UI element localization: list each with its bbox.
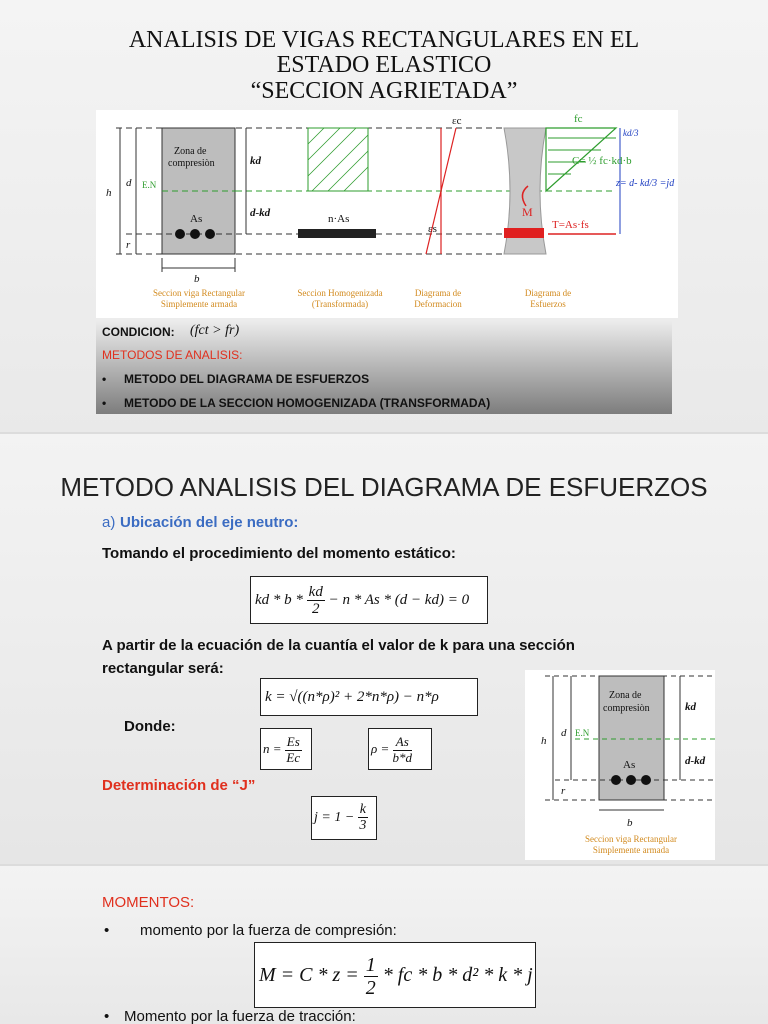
bullet-dot-1: • <box>102 372 107 386</box>
label-kd: kd <box>250 155 261 167</box>
eq1-right: − n * As * (d − kd) = 0 <box>328 592 470 608</box>
caption-2b: (Transformada) <box>311 299 369 309</box>
momentos-bullet-2: Momento por la fuerza de tracción: <box>124 1008 356 1024</box>
eq-m-left: M = C * z = <box>259 964 359 986</box>
paragraph-cuantia-2: rectangular será: <box>102 660 224 677</box>
condicion-formula: (fct > fr) <box>190 323 240 338</box>
caption-4a: Diagrama de <box>524 288 572 298</box>
beam-section-small-panel <box>525 670 715 860</box>
eq-rho-num: As <box>393 735 413 750</box>
label-z: z= d- kd/3 =jd <box>616 178 675 189</box>
beam-section-small <box>525 670 715 860</box>
label-c: C= ½ fc·kd·b <box>572 155 632 167</box>
equation-rho <box>368 728 432 770</box>
eq-n-den: Ec <box>286 749 301 765</box>
slide2-title: METODO ANALISIS DEL DIAGRAMA DE ESFUERZOS <box>60 472 708 502</box>
eq-rho-den: b*d <box>392 749 413 765</box>
small-caption-2: Simplemente armada <box>592 845 670 855</box>
metodos-title: METODOS DE ANALISIS: <box>102 348 243 362</box>
label-d: d <box>126 177 132 189</box>
label-b: b <box>194 273 200 285</box>
small-label-b: b <box>627 817 633 829</box>
eq-n-left: n = <box>263 741 282 756</box>
sub-a-prefix: a) <box>102 514 116 531</box>
eq1-num: kd <box>308 583 323 600</box>
rebar-3 <box>205 229 215 239</box>
caption-3b: Deformacion <box>414 299 462 309</box>
bullet-dot-2: • <box>102 396 107 410</box>
label-en: E.N <box>142 180 157 190</box>
equation-moment-compression <box>254 942 536 1008</box>
caption-3a: Diagrama de <box>414 288 462 298</box>
equation-neutral-axis <box>250 576 488 624</box>
caption-4b: Esfuerzos <box>530 299 566 309</box>
small-caption-1: Seccion viga Rectangular <box>585 834 677 844</box>
slide1-title-line3: “SECCION AGRIETADA” <box>250 78 518 104</box>
momentos-title: MOMENTOS: <box>102 894 195 911</box>
eq-rho-left: ρ = <box>371 741 390 756</box>
small-label-dkd: d-kd <box>685 755 706 767</box>
equation-k: k = √((n*ρ)² + 2*n*ρ) − n*ρ <box>260 678 478 716</box>
momentos-bullet-dot-2: • <box>104 1008 110 1024</box>
small-label-r: r <box>561 785 566 797</box>
eq-m-num: 1 <box>365 953 376 976</box>
caption-1a: Seccion viga Rectangular <box>153 288 245 298</box>
eq-n-num: Es <box>286 734 300 750</box>
eq-j-left: j = 1 − <box>314 810 355 825</box>
label-es: εs <box>428 223 437 235</box>
label-nas: n·As <box>328 213 350 225</box>
rebar-2 <box>190 229 200 239</box>
rebar-1 <box>175 229 185 239</box>
slide1-title-line1: ANALISIS DE VIGAS RECTANGULARES EN EL <box>128 27 640 53</box>
caption-1b: Simplemente armada <box>160 299 238 309</box>
metodo-bullet-2: METODO DE LA SECCION HOMOGENIZADA (TRANSFORMADA) <box>124 396 491 410</box>
caption-2a: Seccion Homogenizada <box>297 288 383 298</box>
transformed-steel-area <box>298 229 376 238</box>
small-label-zona: Zona de <box>609 690 642 701</box>
label-dkd: d-kd <box>250 207 271 219</box>
label-fc: fc <box>574 113 583 125</box>
momentos-bullet-dot-1: • <box>104 922 110 939</box>
small-label-kd: kd <box>685 701 696 713</box>
donde-label: Donde: <box>124 718 176 735</box>
slide-1 <box>0 0 768 432</box>
equation-n <box>260 728 312 770</box>
small-label-en: E.N <box>575 728 590 738</box>
small-label-as: As <box>623 759 636 771</box>
label-r: r <box>126 239 131 251</box>
eq-m-right: * fc * b * d² * k * j <box>382 964 533 986</box>
eq1-den: 2 <box>312 601 320 618</box>
beam-section-diagram <box>96 110 678 318</box>
label-as: As <box>190 213 203 225</box>
eq1-left: kd * b * <box>255 592 303 608</box>
label-t: T=As·fs <box>552 219 589 231</box>
slide1-title-line2: ESTADO ELASTICO <box>276 52 492 78</box>
condicion-label: CONDICION: <box>102 325 175 339</box>
conditions-box <box>96 321 672 414</box>
eq-m-den: 2 <box>365 976 376 999</box>
momentos-bullet-1: momento por la fuerza de compresión: <box>140 922 397 939</box>
eq-j-den: 3 <box>359 818 367 834</box>
label-h: h <box>106 187 112 199</box>
sub-a-title: Ubicación del eje neutro: <box>120 514 299 531</box>
small-label-h: h <box>541 735 547 747</box>
metodo-bullet-1: METODO DEL DIAGRAMA DE ESFUERZOS <box>124 372 370 386</box>
small-label-d: d <box>561 727 567 739</box>
slide-2 <box>0 434 768 864</box>
eq-j-num: k <box>359 801 367 817</box>
equation-j <box>311 796 377 840</box>
beam-diagram-panel <box>96 110 678 318</box>
label-zona2: compresiòn <box>168 158 215 169</box>
slide-3 <box>0 866 768 1024</box>
determinacion-j: Determinación de “J” <box>102 777 256 794</box>
label-kd3: kd/3 <box>623 128 639 138</box>
paragraph-momento-estatico: Tomando el procedimiento del momento estático: <box>102 545 456 562</box>
tension-zone <box>504 228 544 238</box>
small-label-zona2: compresiòn <box>603 703 650 714</box>
label-zona: Zona de <box>174 146 207 157</box>
paragraph-cuantia-1: A partir de la ecuación de la cuantía el valor de k para una sección <box>102 637 575 654</box>
label-ec: εc <box>452 115 462 127</box>
label-m: M <box>522 205 533 219</box>
